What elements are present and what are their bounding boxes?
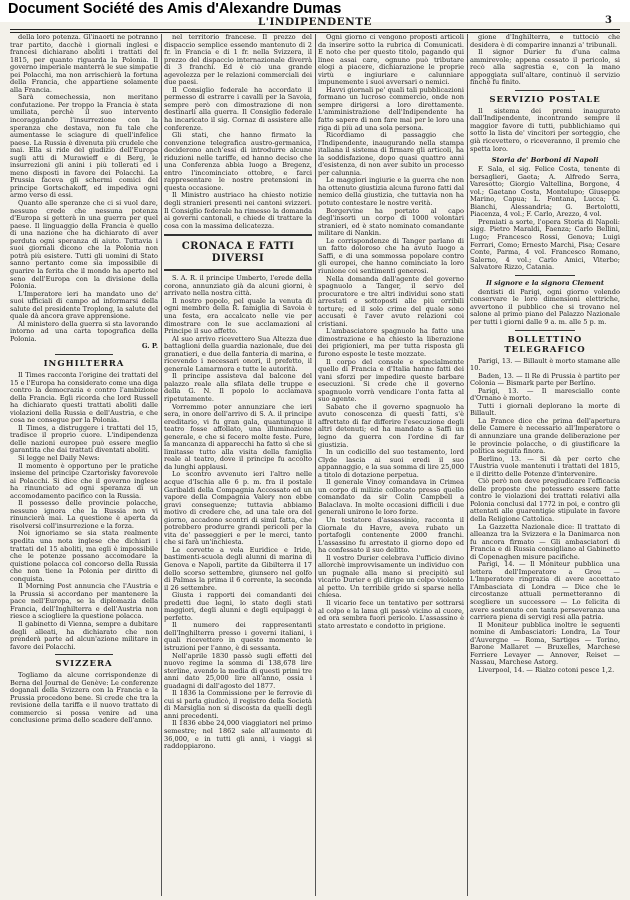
section-rule <box>164 269 312 271</box>
paragraph: Il 1836 ebbe 24,000 viaggiatori nel primo semestre; nel 1862 sale all'aumento di 36,000, e in tutti gli anni, i viaggi si raddoppiarono. <box>164 719 312 751</box>
paragraph: Il principe assisteva dal balcone del palazzo reale alla sfilata delle truppe e della G. N. Il popolo lo acclamava ripetutamente. <box>164 372 312 403</box>
section-rule <box>164 234 312 236</box>
column-4 <box>470 34 620 896</box>
column-divider <box>467 34 468 896</box>
paragraph: L'ambasciatore spagnuolo ha fatto una dimostrazione e ha chiesto la liberazione dei prigionieri, ma per tutta risposta gli furono esposte le teste mozzate. <box>318 327 464 358</box>
section-heading-servizio-postale: SERVIZIO POSTALE <box>489 94 601 105</box>
paragraph: della loro potenza. Gl'inaorti ne potranno trar partito, dacchè i giornali inglesi e francesi dichiarano aboliti i trattati del 1815, per quanto riguarda la Polonia. Il governo imperiale manterrà le sue simpatie pei Polacchi, ma non arrischierà la fortuna della Francia, che appartiene solamente alla Francia. <box>10 34 158 94</box>
column-divider <box>161 34 162 896</box>
masthead <box>0 14 630 30</box>
paragraph: Sarà comechessia, non meritano confutazione. Per troppo la Francia è stata umiliata, perchè il suo intervento incoraggiando l'insurrezione con la speranza che destava, non fu tale che aumentasse le sciagure di quell'infelice paese. La Russia è divenuta più crudele che mai. Ella si ride del giudizio dell'Europa sugli atti di Murawieff e di Berg, le insurrezioni gli anini i più tollerati ed i meno disposti in favore dei Polacchi. La Prussia faceva gli schermi comici del principe Gortschakoff, ed impediva ogni armo verso di essi. <box>10 93 158 200</box>
section-rule <box>55 354 113 355</box>
paragraph: Parigi, 14. — Il Moniteur pubblica una lettera dell'Imperatore a Grou — L'Imperatore ringrazia di avere accettato l'Ambasciata di Londra — Dice che le circostanze attuali permetteranno di scegliere un successore — Lo felicita di avere sostenuto con tanta perseveranza una carriera piena di servigi resi alla patria. <box>470 560 620 622</box>
paragraph: Il vostro Durier celebrava l'ufficio divino allorchè improvvisamente un individuo con un pugnale alla mano si precipitò sul vicario Durier e gli dirige un colpo violento al petto. Un terribile grido si sparse nella chiesa. <box>318 553 464 600</box>
paragraph: Il signor Durier fu d'una calma ammirevole; appena cessato il pericolo, si recò alla sagrestia e, con la mano appoggiata sull'altare, continuò il servizio finchè fu finito. <box>470 48 620 87</box>
paragraph: Il corpo del console e specialmente quello di Francia e d'Italia hanno fatti dei vani sforzi per impedire queste barbare esecuzioni. Si crede che il governo spagnuolo vorrà vendicare l'onta fatta al suo agente. <box>318 357 464 404</box>
masthead-rule-thin <box>10 32 620 33</box>
paragraph: Nell'aprile 1830 passò sugli effetti del nuovo regime la somma di 138,678 lire sterline, avendo la media di questi primi tre anni dato 25,000 lire all'anno, ossia i guadagni di dall'agosto del 1877. <box>164 651 312 690</box>
paragraph: dentisti di Parigi, ogni giorno volendo conservare le loro dimensioni elettriche, avvertono il pubblico che si trovano nel salone al primo piano del Palazzo Nazionale per tutti i giorni dalle 9 a. m. alle 5 p. m. <box>470 287 620 326</box>
paragraph: Premiati a sorte, l'opera Storia di Napoli: sigg. Pietro Maraldi, Faenza; Carlo Bellini, Lugo; Francesco Rossi, Genova; Luigi Ferrari, Como; Ernesto Marchi, Pisa; Cesare Conte, Parma, 4 vol. Francesco Romano, Salerno, 4 vol.; Carlo Amici, Viterbo; Salvatore Rizzo, Catania. <box>470 217 620 272</box>
paragraph: Vorremmo poter annunziare che ieri sera, in onore dell'arrivo di S. A. il principe ereditario, vi fu gran gala, quantunque il teatro fosse affollato, una illuminazione generale, e che si fecero molte feste. Pure, la mancanza di apparecchi ha fatto sì che si limitasse tutto alla visita della famiglia reale al teatro, dove il principe fu accolto da lunghi applausi. <box>164 402 312 471</box>
paragraph: Lo scontro avvenuto ieri l'altro nelle acque d'Ischia alle 6 p. m. fra il postale Garibaldi della Compagnia Accossato ed un vapore della Compagnia Valery non ebbe gravi conseguenze; tuttavia abbiamo motivo di credere che, ad una tale ora del giorno, accadono scontri di simil fatta, che potrebbero produrre grandi pericoli per la vita de' passeggieri e per le merci, tanto che si farà un'inchiesta. <box>164 470 312 547</box>
masthead-rule <box>10 29 620 30</box>
paragraph: Le corvette a vela Euridice e Iride, bastimenti-scuola degli alunni di marina di Genova e Napoli, partite da Gibilterra il 17 dello scorso settembre, giunsero nel golfo di Palmas la prima il 6 corrente, la seconda il 26 settembre. <box>164 545 312 592</box>
page-number: 3 <box>605 15 612 26</box>
paragraph: Il Consiglio federale ha accordato il permesso di estrarre i cavalli per la Savoia, sempre però con dimostrazione di non destinarli alla guerra. Il Consiglio federale ha incaricato il sig. Cornaz di assistere alle conferenze. <box>164 85 312 132</box>
paragraph: F. Sala, el sig. Felice Costa, tenente di bersaglieri, Gaeta; A. Alfredo Serra, Varesotto; Giorgio Valtellina, Borgone, 4 vol.; Gaetano Costa, Montelupo; Giuseppe Marino, Capua; L. Fontana, Lucca; G. Bianchi, Alessandria; G. Bertolotti, Piacenza, 4 vol.; F. Carlo, Arezzo, 4 vol. <box>470 165 620 219</box>
paragraph: Giusta i rapporti dei comandanti dei predetti due legni, lo stato degli stati maggiori, degli alunni e degli equipaggi è perfetto. <box>164 591 312 622</box>
paragraph: gione d'Inghilterra, e tuttociò che desidera è di comparire innanzi a' tribunali. <box>470 34 620 49</box>
paragraph: Liverpool, 14. — Rialzo cotoni pesce 1,2. <box>478 665 615 674</box>
paragraph: Il sistema dei premi inaugurato dall'Indipendente, incontrando sempre il maggior favore di tutti, pubblichiamo qui sotto la lista de' vincitori per sorteggio, che già ricevettero, o riceveranno, il premio che spetta loro. <box>470 106 620 153</box>
paragraph: Togliamo da alcune corrispondenze di Berna del Journal de Genève: Le conferenze doganali della Svizzera con la Francia e la Prussia procedono bene. Si crede che tra la revisione della tariffa e il nuovo trattato di commercio si possa venire ad una conclusione prima dello scadere dell'anno. <box>10 671 158 725</box>
paragraph: Si legge nel Daily News: <box>18 453 100 462</box>
subheading-clement: Il signore e la signora Clement <box>486 278 604 287</box>
paragraph: Parigi, 13. — Il maresciallo conte d'Ornano è morto. <box>470 386 620 403</box>
paragraph: Il generale Vinoy comandava in Crimea un corpo di milizie collocato presso quello comandato da sir Colin Campbell a Balaclava. In molte occasioni difficili i due generali unirono le loro forze. <box>318 478 464 517</box>
paragraph: Parigi, 13. — Billault è morto stamane alle 10. <box>470 356 620 373</box>
paragraph: La France dice che prima dell'apertura delle Camere è necessario all'Imperatore o di annunziare una grande deliberazione per le provincie polacche, o di giustificare la politica seguita finora. <box>470 416 620 456</box>
paragraph: Baden, 13. — Il Re di Prussia è partito per Colonia — Bismark parte per Berlino. <box>470 371 620 388</box>
column-1 <box>10 34 158 896</box>
paragraph: Borgervine ha portato al capo degl'insorti un corpo di 1000 volontari stranieri, ed è stato nominato comandante militare di Nankin. <box>318 206 464 238</box>
paragraph: L'Imperatore ieri ha mandato uno de' suoi ufficiali di campo ad informarsi della salute del presidente Troplong, la salute del quale dà ancora grave apprensione. <box>10 289 158 321</box>
paragraph: Havvi giornali pe' quali tali pubblicazioni formano un lucroso commercio, onde non sempre dirigersi a loro direttamente. L'amministrazione dell'Indipendente ha fatto sapere di non fare mai per le loro una riga di più ad una sola persona. <box>318 85 464 132</box>
paragraph: Ciò però non deve pregiudicare l'efficacia delle proposte che potessero essere fatte contro le violazioni dei trattati relativi alla Polonia conclusi dal 1772 in poi, e contro gli attentati alle guarentigie stipulate in favore della Religione Cattolica. <box>470 477 620 523</box>
site-title: Document Société des Amis d'Alexandre Dumas <box>8 1 342 17</box>
paragraph: Il gabinetto di Vienna, sempre a dubitare degli alleati, ha dichiarato che non prenderà parte ad alcun'azione militare in favore dei Polacchi. <box>10 620 158 651</box>
paragraph: La Gazzetta Nazionale dice: Il trattato di alleanza tra la Svizzera e la Danimarca non fu ancora firmato — Gli ambasciatori di Francia e di Russia consigliano al Gabinetto di Copenaghen misure pacifiche. <box>470 522 620 561</box>
paragraph: Ricordiamo di passaggio che l'Indipendente, inaugurando nella stampa italiana il sistema di firmare gli articoli, ha la soddisfazione, dopo quasi quattro anni d'esistenza, di non aver subito un processo per calunnia. <box>318 131 464 177</box>
section-rule <box>515 275 575 276</box>
section-heading-bollettino: BOLLETTINO TELEGRAFICO <box>504 334 586 355</box>
column-3 <box>318 34 464 896</box>
paragraph: Il 1836 la Commissione per le ferrovie di cui si parla giudicò, il registro della Società di Marsiglia non si discosta da quelli degli anni precedenti. <box>164 689 312 720</box>
paragraph: Il Times, a distruggere i trattati del 15, tradisce il proprio cuore. L'indipendenza delle nazioni europee può essere meglio garantita che dai trattati diventati aboliti. <box>10 423 158 455</box>
paragraph: Quanto alle speranze che ci si vuol dare, nessuno crede che nessuna potenza d'Europa si getterà in una guerra per quel paese. Il linguaggio della Francia è quello di una nazione che ha dichiarato di aver perduta ogni speranza di aiuto. Tuttavia i suoi giornali dicono che la Polonia non potrà più esistere. Tutti gli uomini di Stato sanno pertanto come sia impossibile di guarire la ferita che il mondo ha aperto nel seno dell'Europa con la divisione della Polonia. <box>10 199 158 291</box>
paragraph: Noi ignoriamo se sia stata realmente spedita una nota inglese che dichiari i trattati del 15 aboliti, ma egli è impossibile che le potenze possano accomodare la quistione polacca col concorso della Russia che non tiene la Polonia per diritto di conquista. <box>10 529 158 583</box>
section-heading-cronaca: CRONACA E FATTI DIVERSI <box>181 241 295 265</box>
paragraph: Il Ministro austriaco ha chiesto notizie degli stranieri presenti nei cantoni svizzeri. Il Consiglio federale ha rimesso la domanda ai governi cantonali, e chiede di trattare la cosa con la massima delicatezza. <box>164 191 312 230</box>
paragraph: nel territorio francese. Il prezzo del dispaccio semplice essendo mantenuto di 2 fr. in Francia e di 1 fr. nella Svizzera, il prezzo del dispaccio internazionale diverrà di 3 franchi. Ed è ciò una grande agevolezza per le relazioni commerciali dei due paesi. <box>164 34 312 87</box>
paragraph: Le maggiori ingiurie e la guerra che non ha ottenuto giustizia alcuna furono fatti dal nemico della giustizia, che tuttavia non ha potuto contestare le nostre verità. <box>318 176 464 208</box>
paragraph: Il Morning Post annuncia che l'Austria e la Prussia si accordano per mantenere la pace nell'Europa, se la diplomazia della Francia, dell'Inghilterra e dell'Austria non riesce a sciogliere la questione polacca. <box>10 582 158 621</box>
paragraph: Il vicario fece un tentativo per sottrarsi al colpo e la lama gli passò vicino al cuore, ed ora sembra fuori pericolo. L'assassino è stato arrestato e condotto in prigione. <box>318 599 464 630</box>
paragraph: Il possesso delle provincie polacche, nessuno ignora che la Russia non vi rinuncierà mai. La questione è aperta da risolversi coll'insurrezione e la forza. <box>10 499 158 530</box>
section-heading-inghilterra: INGHILTERRA <box>43 358 125 369</box>
section-rule <box>515 90 575 91</box>
paragraph: Al ministero della guerra si sta lavorando intorno ad una carta topografica della Polonia. <box>10 319 158 343</box>
paragraph: In un codicillo del suo testamento, lord Clyde lascia ai suoi eredi il suo appannaggio, e la sua somma di lire 25,000 a titolo di dotazione perpetua. <box>318 448 464 479</box>
paragraph: Le corrispondenze di Tanger parlano di un fatto doloroso che ha avuto luogo a Saffi, e di una sommossa popolare contro gli europei, che hanno cominciato la loro riunione coi sentimenti generosi. <box>318 236 464 275</box>
paragraph: Il nostro popolo, pel quale la venuta di ogni membro della R. famiglia di Savoia è una festa, era accalcato nelle vie per dimostrare con le sue acclamazioni al Principe il suo affetto. <box>164 296 312 336</box>
paragraph: Ogni giorno ci vengono proposti articoli da inserire sotto la rubrica di Comunicati. E noto che per questo titolo, pagando qui linee assai care, ognuno può tributare elogi a piacere, dichiarazione le proprie virtù e ingiuriare e calunniare impunemente i suoi avversari o nemici. <box>318 34 464 87</box>
paragraph: Un testatore d'assassinio, racconta il Giornale du Havre, aveva rubato un portafogli contenente 2000 franchi. L'assassino fu arrestato il giorno dopo ed ha confessato il suo delitto. <box>318 516 464 555</box>
paragraph: Nella domanda dall'agente del governo spagnuolo a Tanger, il servo del procuratore e tre altri individui sono stati arrestati e sottoposti alle più orribili torture; ed il solo crime del quale sono accusati è l'aver avuto relazioni coi cristiani. <box>318 274 464 328</box>
paragraph: Il Times racconta l'origine dei trattati del 15 e l'Europa ha considerato come una diga contro la democrazia e contro l'ambizione della Francia. Egli ricorda che lord Russell ha dichiarato questi trattati aboliti dalle violazioni della Russia e dell'Austria, e che cosa ne consegue per la Polonia. <box>10 370 158 425</box>
subheading-storia-borboni: Storia de' Borboni di Napoli <box>491 156 599 165</box>
paragraph: Tutti i giornali deplorano la morte di Billault. <box>470 401 620 418</box>
section-rule <box>55 654 113 655</box>
paragraph: Al suo arrivo ricevettero Sua Altezza due battaglioni della guardia nazionale, due dei granatieri, e due della fanteria di marina, e ricevendo i necessari onori, il prefetto, il generale Lamarmora e tutte le autorità. <box>164 334 312 373</box>
column-divider <box>315 34 316 896</box>
column-2 <box>164 34 312 896</box>
paragraph: Il numero dei rappresentanti dell'Inghilterra presso i governi italiani, i quali ricevettero in questo momento le istruzioni per l'anno, è di sessanta. <box>164 621 312 653</box>
paragraph: Il momento è opportuno per le pratiche insieme del principe Czartorisky favorevole ai Polacchi. Si dice che il governo inglese ha rinunciato ad ogni speranza di un accomodamento pacifico con la Russia. <box>10 461 158 500</box>
paragraph: Gli stati, che hanno firmato la convenzione telegrafica austro-germanica, deciderono anch'essi di introdurre alcune riduzioni nelle tariffe, ed hanno deciso che una Conferenza abbia luogo a Bregenz, entro l'incominciato ottobre, e farci rappresentare le nostre pretensioni in questa occasione. <box>164 131 312 192</box>
section-rule <box>515 330 575 331</box>
paragraph: S. A. R. il principe Umberto, l'erede della corona, annunziato già da alcuni giorni, è arrivato nella nostra città. <box>164 274 312 298</box>
section-heading-svizzera: SVIZZERA <box>55 659 113 670</box>
article-signature: G. P. <box>141 342 158 351</box>
paragraph: Il Moniteur pubblica inoltre le seguenti nomine di Ambasciatori: Londra, La Tour d'Auvergne — Roma, Sartiges — Torino, Barone Mallaret — Bruxelles, Marchese Ferriere Levayer — Annover, Reiset — Nassau, Marchese Astorg. <box>470 620 620 667</box>
paragraph: Sabato che il governo spagnuolo ha avuto conoscenza di questi fatti, s'è affrettato di far differire l'esecuzione degli altri detenuti; ed ha mandato a Saffi un legno da guerra con l'ordine di far giustizia. <box>318 402 464 449</box>
paragraph: Berlino, 13. — Si dà per certo che l'Austria vuole mantenuti i trattati del 1815, e il diritto delle Potenze d'intervenire. <box>470 454 620 478</box>
newspaper-name: L'INDIPENDENTE <box>257 16 373 28</box>
